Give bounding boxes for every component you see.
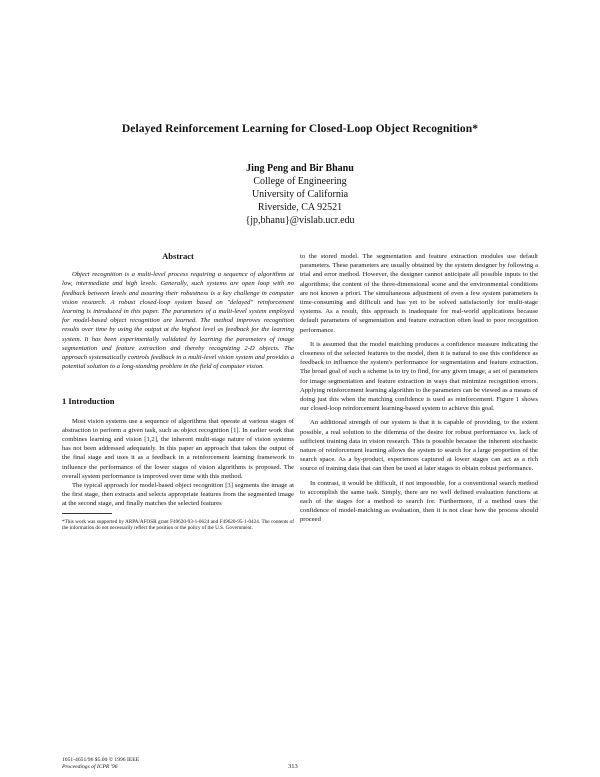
author-block (0, 162, 600, 227)
left-column (62, 252, 294, 537)
intro-paragraph-1: Most vision systems use a sequence of algorithms that operate at various stages of abstraction to perform a given task, such as object recognition [1]. In earlier work that combines learning and vision [1,2], the inherent multi-stage nature of vision systems has not been addressed adequately. In this paper an approach that takes the output of the final stage and uses it as a feedback in a reinforcement learning framework to influence the performance of the lower stages of vision algorithms is proposed. The overall system performance is improved over time with this method. (62, 417, 294, 480)
affiliation-city: Riverside, CA 92521 (257, 202, 343, 213)
footnote-divider (62, 513, 112, 514)
intro-paragraph-2: The typical approach for model-based object recognition [3] segments the image at the first stage, then extracts and selects appropriate features from the segmented image at the second stage, and finally matches the selected features (62, 482, 294, 508)
abstract-text: Object recognition is a multi-level process requiring a sequence of algorithms at low, intermediate and high levels. Generally, such systems are open loop with no feedback between levels and assuring their robustness is a key challenge in computer vision research. A robust closed-loop system based on "delayed" reinforcement learning is introduced in this paper. The parameters of a multi-level system employed for model-based object recognition are learned. The method improves recognition results over time by using the output at the highest level as feedback for the learning system. It has been experimentally validated by learning the parameters of image segmentation and feature extraction and thereby recognizing 2-D objects. The approach systematically controls feedback in a multi-level vision system and provides a potential solution to a long-standing problem in the field of computer vision. (62, 271, 294, 371)
paper-title: Delayed Reinforcement Learning for Closed-Loop Object Recognition* (121, 123, 479, 135)
page-number: 313 (288, 763, 298, 770)
affiliation-college: College of Engineering (253, 176, 347, 187)
author-names: Jing Peng and Bir Bhanu (246, 163, 354, 174)
section-heading-introduction: 1 Introduction (62, 396, 115, 407)
footer-info (62, 757, 139, 771)
affiliation-university: University of California (251, 189, 349, 200)
author-email: {jp,bhanu}@vislab.ucr.edu (245, 215, 355, 226)
footer-proceedings: Proceedings of ICPR '96 (62, 764, 118, 770)
right-column (300, 252, 538, 525)
footer-issn: 1051-4651/96 $5.00 © 1996 IEEE (62, 757, 140, 763)
right-paragraph-4: In contrast, it would be difficult, if not impossible, for a conventional search method to accomplish the same task. Simply, there are no well defined evaluation functions at each of the stages for a method to search for. Furthermore, if a method uses the confidence of model-matching as evaluation, then it is not clear how the process should proceed (300, 479, 538, 524)
right-paragraph-1: to the stored model. The segmentation and feature extraction modules use default parameters. These parameters are usually obtained by the system designer by following a trial and error method. However, the designer cannot anticipate all possible inputs to the algorithms; the content of the three-dimensional scene and the environmental conditions are not known a priori. The simultaneous adjustment of even a few system parameters is time-consuming and difficult and has yet to be solved satisfactorily for multi-stage systems. As a result, this approach is inadequate for real-world applications because default parameters of segmentation and feature extraction often lead to poor recognition performance. (300, 253, 538, 334)
abstract-heading: Abstract (162, 251, 194, 261)
right-paragraph-3: An additional strength of our system is that it is capable of providing, to the extent possible, a real solution to the dilemma of the desire for robust performance vs. lack of sufficient training data in vision research. This is possible because the inherent stochastic nature of reinforcement learning allows the system to search for a large proportion of the search space. As a by-product, experiences captured at lower stages can act as a rich source of training data that can then be used at later stages to obtain robust performance. (300, 419, 538, 473)
right-paragraph-2: It is assumed that the model matching produces a confidence measure indicating the closeness of the selected features to the model, then it is natural to use this confidence as feedback to influence the system's performance for segmentation and feature extraction. The broad goal of such a scheme is to try to find, for any given image, a set of parameters for image segmentation and feature extraction in ways that minimize recognition errors. Applying reinforcement learning algorithm to the parameters can be viewed as a means of doing just this when the matching confidence is used as reinforcement. Figure 1 shows our closed-loop reinforcement learning-based system to achieve this goal. (300, 340, 538, 413)
footnote: *This work was supported by ARPA/AFOSR grant F49620-93-1-0624 and F49620-95-1-0424. The contents of the information do not necessarily reflect the position or the policy of the U.S. Government. (62, 518, 294, 532)
